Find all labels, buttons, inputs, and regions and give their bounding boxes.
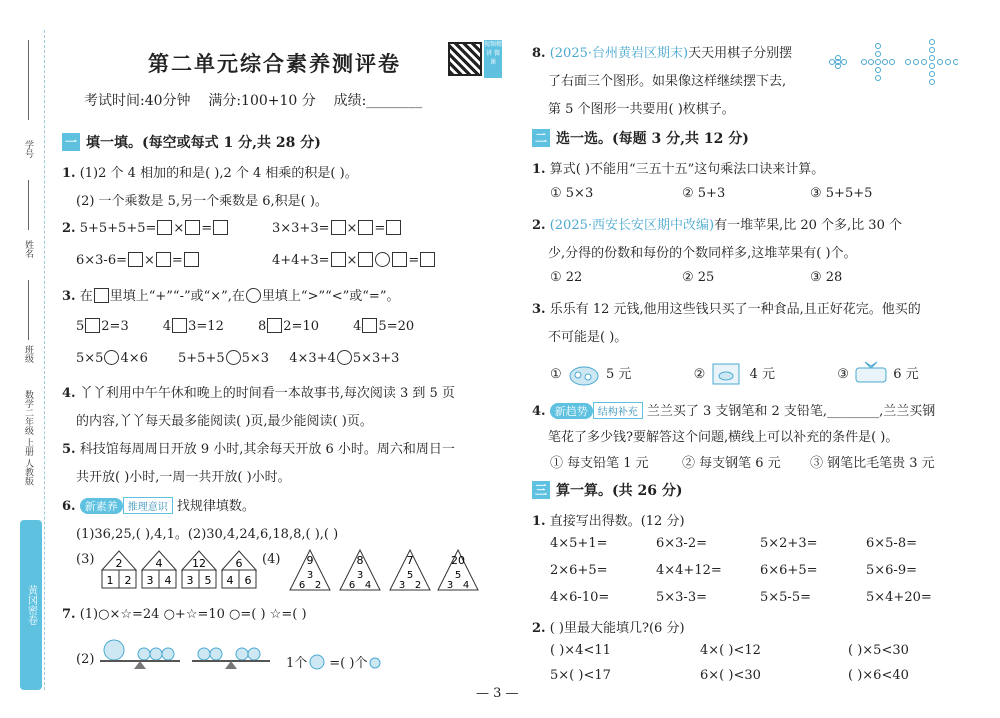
c3b: 不可能是( )。 xyxy=(548,330,628,345)
q1b: (2) 一个乘数是 5,另一个乘数是 6,积是( )。 xyxy=(76,194,328,209)
k1-r3c1: 4×6-10= xyxy=(550,590,610,605)
page-title: 第二单元综合素养测评卷 xyxy=(148,51,401,76)
c3-options xyxy=(550,360,919,386)
q8c: 第 5 个图形一共要用( )枚棋子。 xyxy=(548,102,735,117)
exam-result: 成绩:________ xyxy=(333,93,423,109)
k2-r1c1: ( )×4<11 xyxy=(550,643,611,658)
q8b: 了右面三个图形。如果像这样继续摆下去, xyxy=(548,74,787,89)
c3-opt1-num: ① xyxy=(550,367,562,382)
house-left: 1 xyxy=(106,574,114,587)
q7b-eq: =( )个 xyxy=(329,656,368,671)
q2b-right: 4+4+3= xyxy=(272,253,330,268)
tri-4 xyxy=(438,550,478,591)
c1-opt3: ③ 5+5+5 xyxy=(810,186,873,201)
binding-sidebar xyxy=(0,0,48,718)
tri-2 xyxy=(340,550,380,591)
tri-left: 6 xyxy=(298,580,306,591)
tri-3 xyxy=(390,550,430,591)
c4b: 笔花了多少钱?要解答这个问题,横线上可以补充的条件是( )。 xyxy=(548,430,899,445)
c4-badge: 新趋势 xyxy=(550,403,593,419)
tri-right: 4 xyxy=(462,580,470,591)
q2-row1-right: 3×3+3= × = xyxy=(272,220,402,236)
name-line xyxy=(28,180,29,230)
q3-cell: 5=20 xyxy=(378,319,415,334)
q7: 7. (1)○×☆=24 ○+☆=10 ○=( ) ☆=( ) xyxy=(62,607,307,622)
q3-cell: 3=12 xyxy=(188,319,224,334)
section-1-num: 一 xyxy=(62,133,80,151)
q6c: (3) xyxy=(76,552,95,567)
k1-r1c4: 6×5-8= xyxy=(866,536,917,551)
tri-right: 2 xyxy=(314,580,322,591)
q2-row2-right: 4+4+3= × = xyxy=(272,252,436,268)
c3-opt2-num: ② xyxy=(693,367,706,382)
tri-mid: 5 xyxy=(406,570,414,581)
c2-opt3: ③ 28 xyxy=(810,270,843,285)
tri-1 xyxy=(290,550,330,591)
k2-r2c2: 6×( )<30 xyxy=(700,668,761,683)
section-3-title: 算一算。(共 26 分) xyxy=(556,483,683,499)
c3: 3. 乐乐有 12 元钱,他用这些钱只买了一种食品,且正好花完。他买的 xyxy=(532,302,921,317)
q3-cell: 4×6 xyxy=(120,351,148,366)
c1-opt1: ① 5×3 xyxy=(550,186,594,201)
c2a: 有一堆苹果,比 20 个多,比 30 个 xyxy=(714,218,902,233)
house-top: 12 xyxy=(192,557,206,570)
k1-r2c2: 4×4+12= xyxy=(656,563,722,578)
q2a-right: 3×3+3= xyxy=(272,221,330,236)
house-4 xyxy=(222,551,256,588)
house-right: 5 xyxy=(204,574,212,587)
watermelon-icon xyxy=(307,654,329,670)
k2-head: ( )里最大能填几?(6 分) xyxy=(549,621,685,636)
q6-houses xyxy=(100,548,260,592)
q2b-left: 6×3-6= xyxy=(76,253,127,268)
class-line xyxy=(28,280,29,340)
q3-cell: 4 xyxy=(162,319,172,334)
q5: 5. 科技馆每周周日开放 9 小时,其余每天开放 6 小时。周六和周日一 xyxy=(62,442,455,457)
tri-top: 20 xyxy=(451,554,465,567)
q6a: (1)36,25,( ),4,1。(2)30,4,24,6,18,8,( ),( ) xyxy=(76,527,339,542)
c2-opt2: ② 25 xyxy=(682,270,715,285)
tri-top: 7 xyxy=(406,554,414,567)
tri-left: 6 xyxy=(348,580,356,591)
q3-cell: 5×3 xyxy=(241,351,270,366)
exam-time: 考试时间:40分钟 xyxy=(84,93,191,109)
brand-strip: 黄冈密卷 xyxy=(20,520,42,690)
k2-r1c3: ( )×5<30 xyxy=(848,643,909,658)
apple-icon xyxy=(367,654,383,670)
c4-tag: 结构补充 xyxy=(593,402,643,419)
section-1-title: 填一填。(每空或每式 1 分,共 28 分) xyxy=(86,135,321,151)
scale-2 xyxy=(192,648,270,669)
id-line xyxy=(28,40,29,120)
k1-r3c3: 5×5-5= xyxy=(760,590,811,605)
q3b: 里填上“+”“-”或“×”,在 xyxy=(109,289,245,304)
house-left: 4 xyxy=(226,574,234,587)
xuehao-label: 学号 xyxy=(23,140,33,158)
q6-tag: 推理意识 xyxy=(123,497,173,514)
q3-cell: 2=10 xyxy=(283,319,319,334)
q6-title: 找规律填数。 xyxy=(176,499,255,514)
q3-cell: 5×3+3 xyxy=(352,351,400,366)
chess-patterns xyxy=(828,38,958,88)
c1: 1. 算式( )不能用“三五十五”这句乘法口诀来计算。 xyxy=(532,162,825,177)
exam-meta xyxy=(84,90,422,110)
q6-triangles xyxy=(288,548,484,594)
q7b-one: 1个 xyxy=(286,656,308,671)
house-left: 3 xyxy=(146,574,154,587)
q3-cell: 8 xyxy=(258,319,267,334)
c2-opt1: ① 22 xyxy=(550,270,583,285)
cake-box-icon xyxy=(709,360,745,386)
house-top: 6 xyxy=(235,557,243,570)
c1-question: 算式( )不能用“三五十五”这句乘法口诀来计算。 xyxy=(549,162,825,177)
q3c: 里填上“>”“<”或“=”。 xyxy=(261,289,400,304)
q3-row1 xyxy=(76,318,414,334)
exam-score: 满分:100+10 分 xyxy=(208,93,316,109)
qr-code xyxy=(448,42,482,76)
house-top: 2 xyxy=(115,557,123,570)
house-1 xyxy=(102,551,136,588)
k1-r1c3: 5×2+3= xyxy=(760,536,818,551)
q5a: 科技馆每周周日开放 9 小时,其余每天开放 6 小时。周六和周日一 xyxy=(79,442,455,457)
q4b: 的内容,丫丫每天最多能阅读( )页,最少能阅读( )页。 xyxy=(76,414,373,429)
q3-cell: 4×3+4 xyxy=(289,351,336,366)
scale-1 xyxy=(100,640,180,669)
house-2 xyxy=(142,551,176,588)
k2-r2c1: 5×( )<17 xyxy=(550,668,611,683)
section-1-head xyxy=(62,132,321,152)
k1-r1c2: 6×3-2= xyxy=(656,536,707,551)
tri-mid: 3 xyxy=(306,570,314,581)
house-right: 4 xyxy=(164,574,172,587)
gift-box-icon xyxy=(853,360,889,386)
c3-opt3-price: 6 元 xyxy=(893,367,919,382)
k2: 2. ( )里最大能填几?(6 分) xyxy=(532,621,685,636)
q2a-left: 5+5+5+5= xyxy=(79,221,157,236)
c4-opt3: ③ 钢笔比毛笔贵 3 元 xyxy=(810,456,935,471)
q6d: (4) xyxy=(262,552,281,567)
tri-top: 8 xyxy=(356,554,364,567)
tri-top: 9 xyxy=(306,554,314,567)
c2: 2. (2025·西安长安区期中改编)有一堆苹果,比 20 个多,比 30 个 xyxy=(532,218,902,233)
q3-cell: 2=3 xyxy=(101,319,129,334)
q2-row1: 2. 5+5+5+5= × = xyxy=(62,220,229,236)
qr-tag: 视频精讲 微课 xyxy=(484,40,502,78)
q6-head: 6. 新素养 推理意识 找规律填数。 xyxy=(62,499,255,514)
c3-opt1-price: 5 元 xyxy=(605,367,632,382)
k1-r3c2: 5×3-3= xyxy=(656,590,707,605)
c4-opt1: ① 每支铅笔 1 元 xyxy=(550,456,649,471)
xingming-label: 姓名 xyxy=(23,240,33,258)
k1-r3c4: 5×4+20= xyxy=(866,590,932,605)
balance-scales xyxy=(100,636,280,670)
tri-left: 3 xyxy=(398,580,406,591)
q3-cell: 5×5 xyxy=(76,351,104,366)
banji-label: 班级 xyxy=(23,345,33,363)
c2-src: (2025·西安长安区期中改编) xyxy=(549,218,715,233)
q8-num: 8. xyxy=(532,46,546,61)
house-right: 2 xyxy=(124,574,132,587)
q7b-answer xyxy=(286,652,383,671)
section-2-num: 二 xyxy=(532,129,550,147)
q6-badge: 新素养 xyxy=(80,498,123,514)
edition-label: 数学二年级 上册 人教版 xyxy=(23,390,33,486)
c3a: 乐乐有 12 元钱,他用这些钱只买了一种食品,且正好花完。他买的 xyxy=(549,302,921,317)
tri-right: 2 xyxy=(414,580,422,591)
q8 xyxy=(532,42,792,61)
q2-row2: 6×3-6= × = xyxy=(76,252,200,268)
tri-right: 4 xyxy=(364,580,372,591)
k2-r1c2: 4×( )<12 xyxy=(700,643,761,658)
section-3-num: 三 xyxy=(532,481,550,499)
q5b: 共开放( )小时,一周一共开放( )小时。 xyxy=(76,470,291,485)
q3-cell: 5+5+5 xyxy=(178,351,225,366)
q3-cell: 4 xyxy=(353,319,362,334)
c3-opt3-num: ③ xyxy=(837,367,849,382)
c3-opt2-price: 4 元 xyxy=(749,367,775,382)
house-right: 6 xyxy=(244,574,252,587)
q7b-label: (2) xyxy=(76,652,95,667)
cut-line xyxy=(44,30,45,690)
q3-row2 xyxy=(76,350,399,366)
candy-bag-icon xyxy=(566,360,602,386)
tri-mid: 3 xyxy=(356,570,364,581)
q7a: (1)○×☆=24 ○+☆=10 ○=( ) ☆=( ) xyxy=(79,607,307,622)
c4a: 兰兰买了 3 支钢笔和 2 支铅笔,________,兰兰买钢 xyxy=(646,404,936,419)
tri-left: 3 xyxy=(446,580,454,591)
q1a: (1)2 个 4 相加的和是( ),2 个 4 相乘的积是( )。 xyxy=(79,166,358,181)
k1-r2c1: 2×6+5= xyxy=(550,563,608,578)
house-left: 3 xyxy=(186,574,194,587)
q4a: 丫丫利用中午午休和晚上的时间看一本故事书,每次阅读 3 到 5 页 xyxy=(79,386,455,401)
c2b: 少,分得的份数和每份的个数同样多,这堆苹果有( )个。 xyxy=(548,246,857,261)
section-2-head xyxy=(532,128,749,148)
k2-r2c3: ( )×6<40 xyxy=(848,668,909,683)
q1: 1. (1)2 个 4 相加的和是( ),2 个 4 相乘的积是( )。 xyxy=(62,166,358,181)
q8a: 天天用棋子分别摆 xyxy=(688,46,793,61)
c4: 4. 新趋势 结构补充 兰兰买了 3 支钢笔和 2 支铅笔,________,兰兰买钢 xyxy=(532,404,936,419)
tri-mid: 5 xyxy=(454,570,462,581)
house-3 xyxy=(182,551,216,588)
k1-r2c4: 5×6-9= xyxy=(866,563,917,578)
page-number: — 3 — xyxy=(476,686,519,701)
q3-head: 3. 在 里填上“+”“-”或“×”,在 里填上“>”“<”或“=”。 xyxy=(62,289,400,304)
q4: 4. 丫丫利用中午午休和晚上的时间看一本故事书,每次阅读 3 到 5 页 xyxy=(62,386,455,401)
q3-cell: 5 xyxy=(76,319,85,334)
c1-opt2: ② 5+3 xyxy=(682,186,726,201)
k1-r2c3: 6×6+5= xyxy=(760,563,818,578)
q3a: 在 xyxy=(79,289,93,304)
section-2-title: 选一选。(每题 3 分,共 12 分) xyxy=(556,131,749,147)
c4-opt2: ② 每支钢笔 6 元 xyxy=(682,456,781,471)
q8-src: (2025·台州黄岩区期末) xyxy=(549,46,689,61)
k1-head: 直接写出得数。(12 分) xyxy=(549,514,685,529)
k1: 1. 直接写出得数。(12 分) xyxy=(532,514,685,529)
section-3-head xyxy=(532,480,682,500)
k1-r1c1: 4×5+1= xyxy=(550,536,608,551)
house-top: 4 xyxy=(155,557,163,570)
